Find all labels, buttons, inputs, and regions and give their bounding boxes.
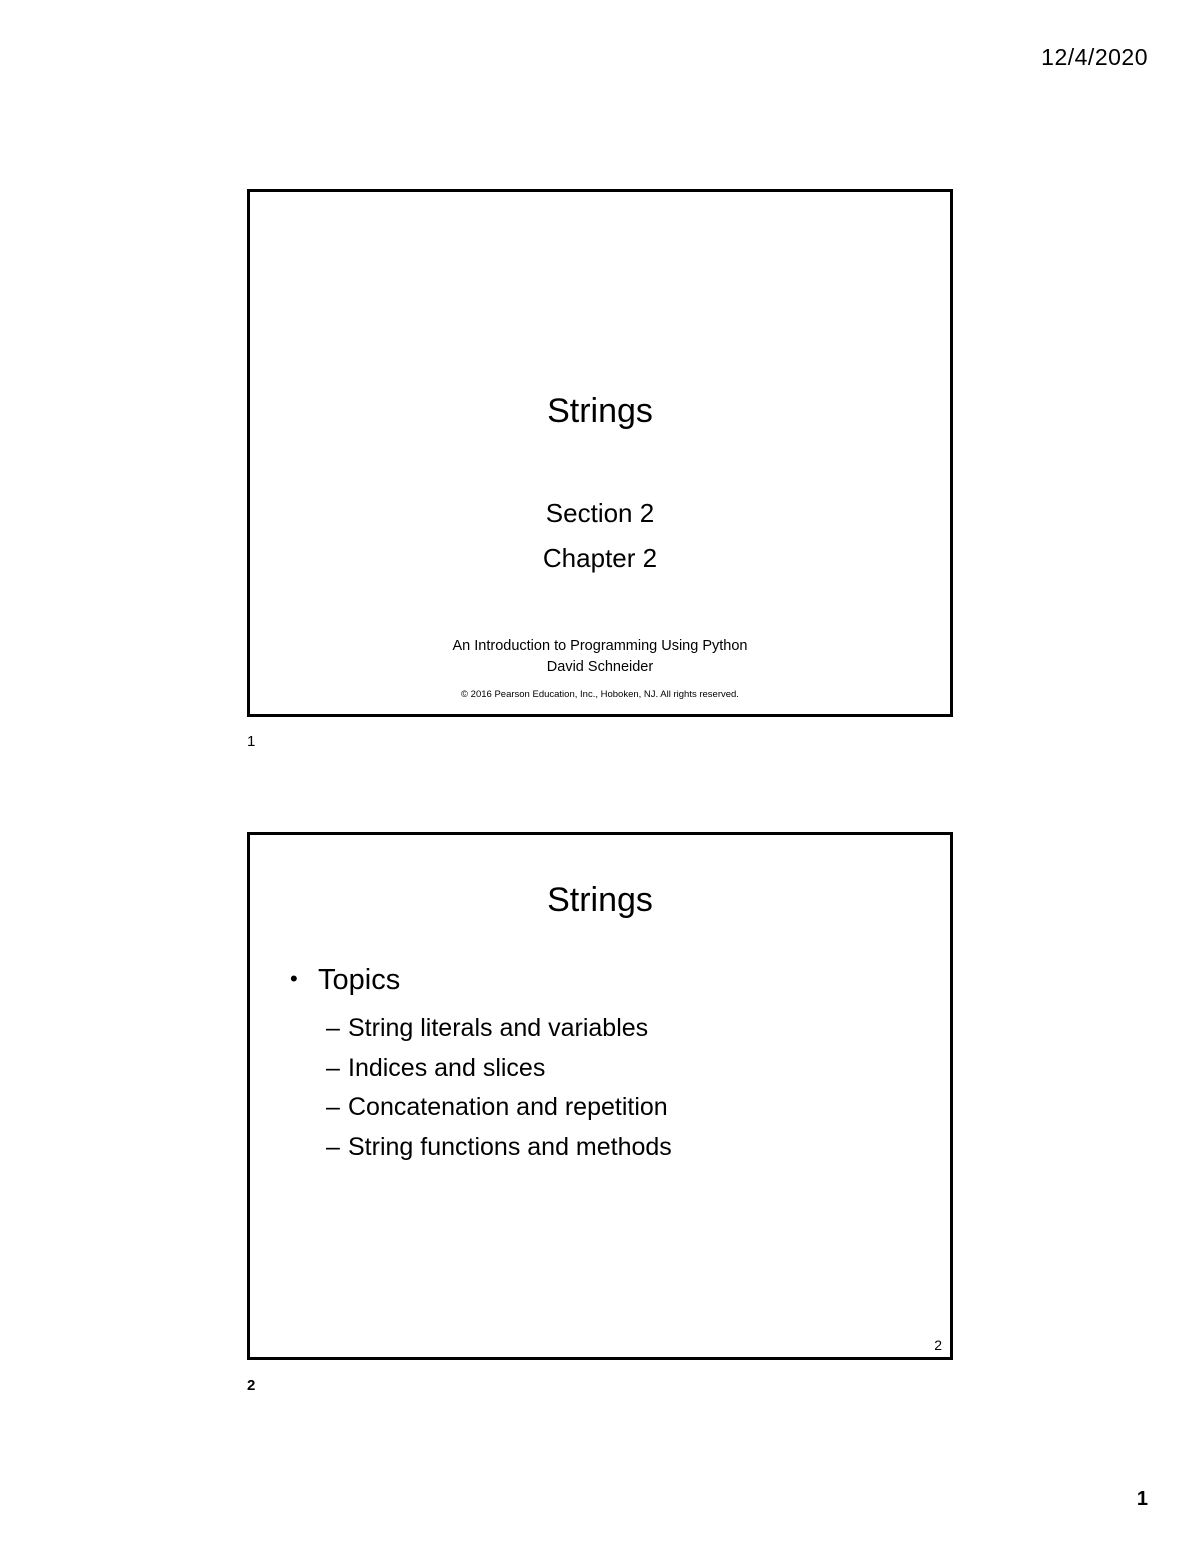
slide-2-label: 2	[247, 1377, 256, 1394]
topics-label: Topics	[318, 964, 401, 996]
slide-1-label: 1	[247, 733, 256, 750]
slide-number: 2	[934, 1337, 942, 1353]
dash-icon: –	[326, 1053, 340, 1082]
dash-icon: –	[326, 1093, 340, 1122]
page-number: 1	[1136, 1488, 1148, 1510]
slide-title: Strings	[547, 881, 653, 919]
topics-bullet	[290, 964, 400, 997]
slide-2	[247, 832, 953, 1360]
copyright-notice: © 2016 Pearson Education, Inc., Hoboken, NJ. All rights reserved.	[461, 689, 739, 700]
bullet-icon: •	[290, 966, 298, 991]
list-item-text: Concatenation and repetition	[348, 1093, 668, 1122]
list-item-text: Indices and slices	[348, 1053, 546, 1082]
list-item-text: String functions and methods	[348, 1132, 672, 1161]
header-date: 12/4/2020	[1041, 44, 1148, 70]
topics-list	[326, 1013, 672, 1171]
list-item	[326, 1092, 672, 1132]
list-item	[326, 1132, 672, 1172]
dash-icon: –	[326, 1014, 340, 1042]
book-author: David Schneider	[546, 659, 654, 675]
list-item-text: String literals and variables	[348, 1014, 649, 1042]
dash-icon: –	[326, 1132, 340, 1161]
chapter-label: Chapter 2	[542, 543, 658, 573]
slide-title: Strings	[547, 392, 653, 430]
section-label: Section 2	[545, 498, 655, 528]
slide-1	[247, 189, 953, 717]
book-title: An Introduction to Programming Using Python	[452, 638, 748, 654]
list-item	[326, 1053, 672, 1093]
list-item	[326, 1013, 672, 1053]
